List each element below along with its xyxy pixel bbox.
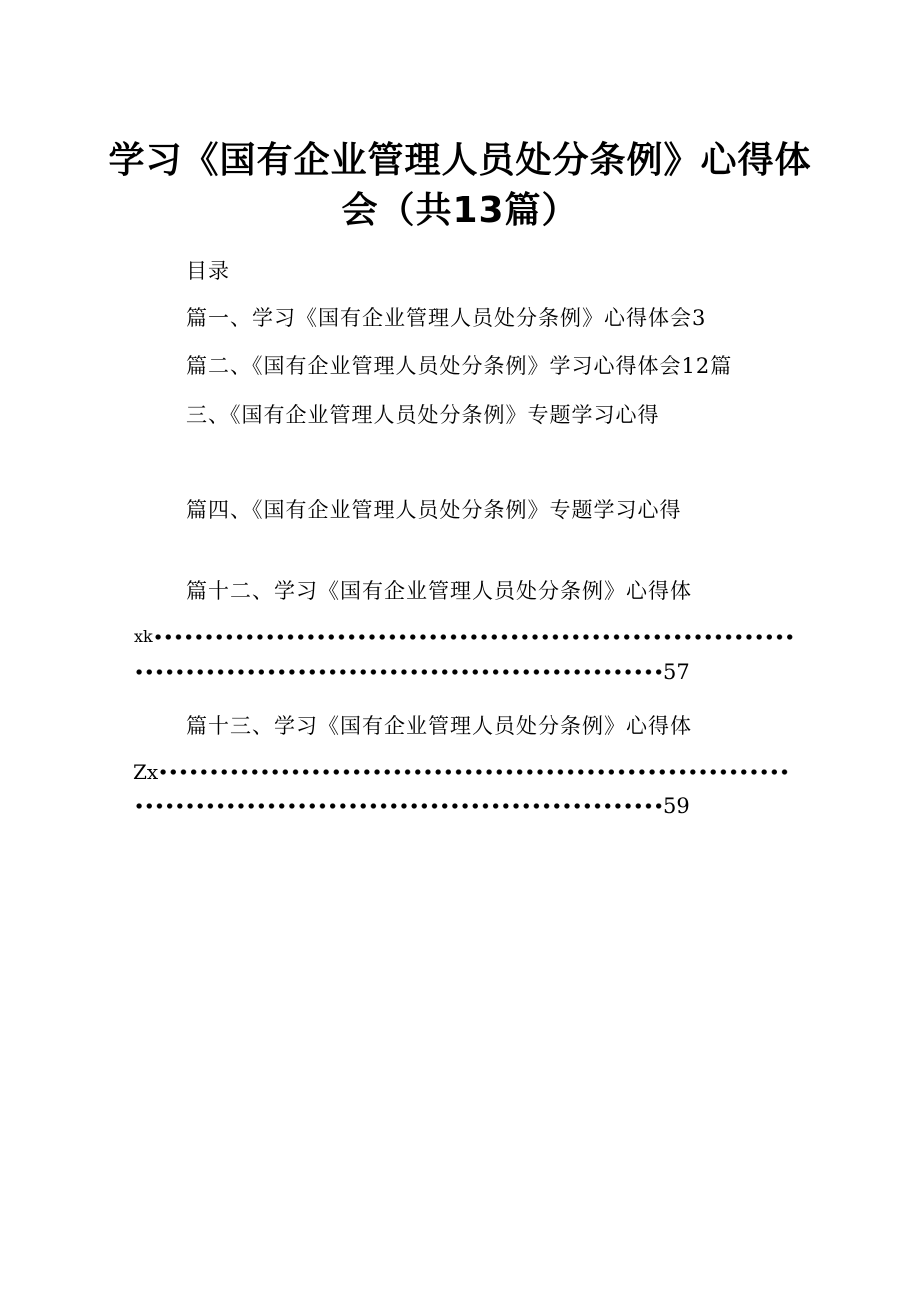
toc-item-3[interactable]: 三、《国有企业管理人员处分条例》专题学习心得 <box>186 403 660 427</box>
toc-item-12[interactable]: 篇十二、学习《国有企业管理人员处分条例》心得体 <box>186 579 692 603</box>
toc-item-13[interactable]: 篇十三、学习《国有企业管理人员处分条例》心得体 <box>186 714 692 738</box>
toc-item-12-continuation: xk <box>134 627 153 646</box>
toc-item-12-page: 57 <box>663 660 690 684</box>
dot-leader <box>158 768 790 776</box>
toc-item-12-leader <box>134 627 795 647</box>
toc-item-13-leader-end <box>134 794 690 818</box>
toc-item-12-leader-end <box>134 660 690 684</box>
toc-item-13-leader <box>133 762 790 782</box>
title-line-2: 会（共13篇） <box>341 190 579 231</box>
dot-leader <box>134 802 662 810</box>
toc-item-4[interactable]: 篇四、《国有企业管理人员处分条例》专题学习心得 <box>186 498 682 522</box>
toc-item-1[interactable]: 篇一、学习《国有企业管理人员处分条例》心得体会3 <box>186 306 707 330</box>
toc-item-13-continuation: Zx <box>133 760 159 784</box>
title-line-1: 学习《国有企业管理人员处分条例》心得体 <box>108 140 812 181</box>
dot-leader <box>153 633 795 641</box>
toc-item-2[interactable]: 篇二、《国有企业管理人员处分条例》学习心得体会12篇 <box>186 354 733 378</box>
toc-heading: 目录 <box>186 259 230 283</box>
toc-item-13-page: 59 <box>663 794 690 818</box>
dot-leader <box>134 668 662 676</box>
